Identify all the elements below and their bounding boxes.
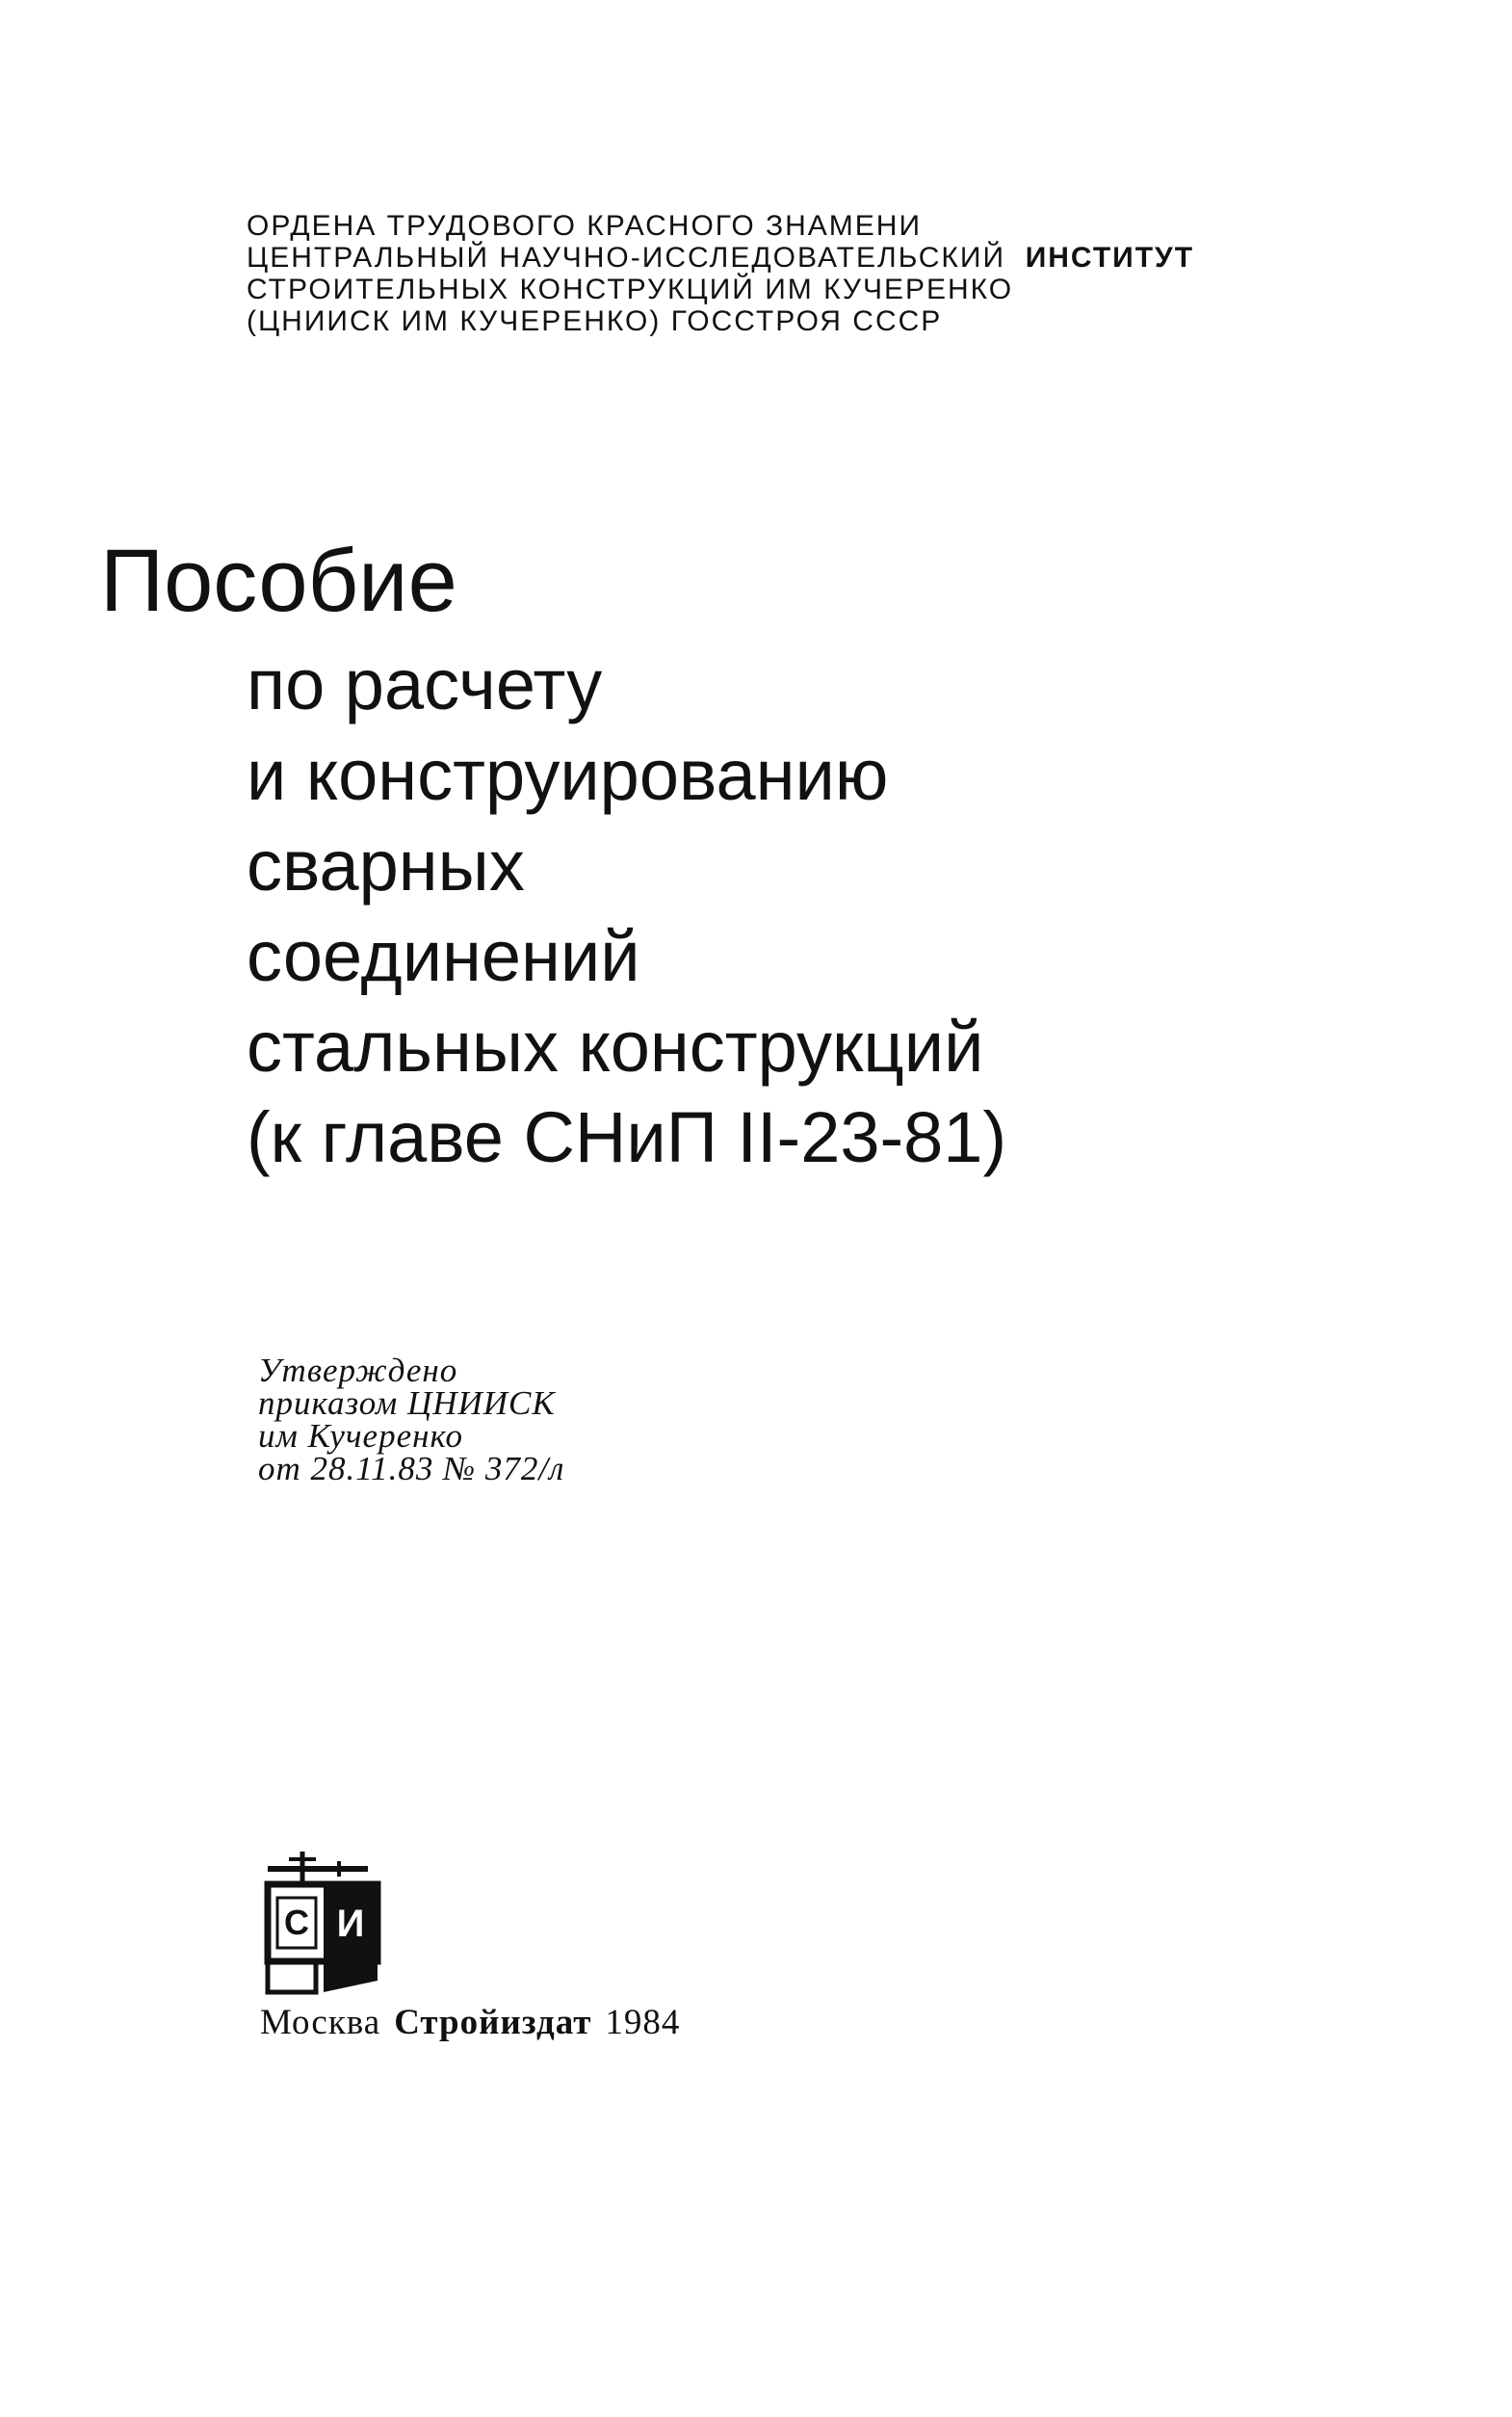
approval-line: приказом ЦНИИСК bbox=[258, 1384, 556, 1422]
subtitle-line: по расчету bbox=[247, 644, 603, 724]
institution-line-2-part-a: ЦЕНТРАЛЬНЫЙ НАУЧНО-ИССЛЕДОВАТЕЛЬСКИЙ bbox=[247, 242, 1006, 274]
subtitle-line: и конструированию bbox=[247, 735, 889, 815]
institution-line-1: ОРДЕНА ТРУДОВОГО КРАСНОГО ЗНАМЕНИ bbox=[247, 210, 923, 242]
institution-line-3: СТРОИТЕЛЬНЫХ КОНСТРУКЦИЙ ИМ КУЧЕРЕНКО bbox=[247, 274, 1014, 305]
subtitle-line: (к главе СНиП II-23-81) bbox=[247, 1097, 1007, 1177]
subtitle-line: соединений bbox=[247, 916, 640, 996]
imprint-year: 1984 bbox=[605, 2003, 681, 2042]
imprint-city: Москва bbox=[260, 2003, 381, 2042]
imprint bbox=[260, 2004, 693, 2042]
approval-line: им Кучеренко bbox=[258, 1417, 464, 1455]
approval-line: от 28.11.83 № 372/л bbox=[258, 1450, 565, 1487]
imprint-publisher: Стройиздат bbox=[394, 2003, 592, 2042]
institution-line-4: (ЦНИИСК ИМ КУЧЕРЕНКО) ГОССТРОЯ СССР bbox=[247, 305, 943, 337]
logo-letter-i: И bbox=[336, 1903, 365, 1945]
subtitle-line: стальных конструкций bbox=[247, 1007, 984, 1087]
institution-line-2 bbox=[247, 242, 1383, 274]
approval-line: Утверждено bbox=[258, 1352, 458, 1389]
book-subtitle bbox=[247, 640, 1402, 1183]
approval-note bbox=[258, 1354, 564, 1485]
institution-line-2-part-b: ИНСТИТУТ bbox=[1025, 242, 1195, 274]
logo-letter-s: С bbox=[284, 1903, 309, 1942]
book-title-main: Пособие bbox=[100, 532, 457, 630]
subtitle-line: сварных bbox=[247, 826, 525, 906]
institution-header bbox=[247, 210, 1383, 337]
stroyizdat-logo-icon bbox=[260, 1848, 385, 2000]
